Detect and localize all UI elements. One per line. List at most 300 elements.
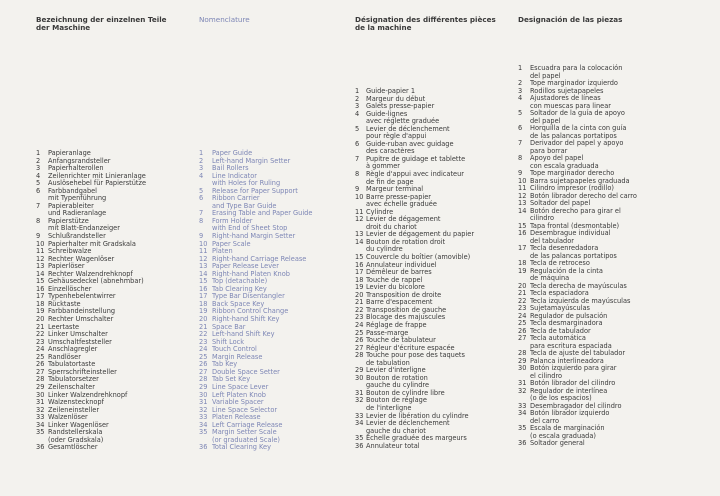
parts-list-german <box>36 150 186 452</box>
item-label: Annulateur individuel <box>366 260 437 269</box>
item-label: Palanca interlineadora <box>530 356 604 365</box>
item-label: Papierhalter mit Gradskala <box>48 239 136 248</box>
list-item <box>355 171 505 186</box>
item-label: Tecla automática para escritura espaciada <box>530 334 612 350</box>
item-label: Zeilenrichter mit Linieranlage <box>48 171 146 180</box>
item-label: Sujetamayúsculas <box>530 304 590 312</box>
item-label: Anfangsrandsteller <box>48 156 111 165</box>
list-item <box>518 110 698 125</box>
item-number: 13 <box>36 262 45 271</box>
item-number: 36 <box>36 443 45 452</box>
item-label: Back Space Key <box>212 299 265 308</box>
item-label: Tabulatortaste <box>48 360 96 369</box>
item-label: Démêleur de barres <box>366 268 432 277</box>
item-label: Transposition de gauche <box>366 305 447 314</box>
item-label: Ribbon Carrier and Type Bar Guide <box>212 194 277 210</box>
list-item <box>199 444 341 452</box>
item-label: Schreibwalze <box>48 247 92 256</box>
list-item <box>518 140 698 155</box>
item-label: Horquilla de la cinta con guía de las palancas portatipos <box>530 124 627 140</box>
item-label: Right-hand Shift Key <box>212 315 280 324</box>
item-label: Levier de dégagement du papier <box>366 230 475 239</box>
item-number: 7 <box>36 201 41 210</box>
list-item <box>518 125 698 140</box>
list-item <box>355 111 505 126</box>
item-number: 35 <box>199 428 208 437</box>
item-number: 29 <box>199 382 208 391</box>
item-label: Form Holder with End of Sheet Stop <box>212 216 288 233</box>
item-label: Umschaltfeststeller <box>48 337 112 346</box>
item-label: Couvercle du boîtier (amovible) <box>366 253 471 262</box>
item-number: 7 <box>355 154 360 163</box>
list-item <box>355 156 505 171</box>
item-label: Règle d'appui avec indicateur de fin de page <box>366 170 464 186</box>
item-number: 10 <box>355 192 364 201</box>
item-label: Rechter Walzendrehknopf <box>48 269 133 278</box>
item-label: Guide-lignes avec réglette graduée <box>366 109 440 126</box>
item-label: Barra sujetapapeles graduada <box>530 176 630 185</box>
item-number: 35 <box>355 434 364 443</box>
item-number: 28 <box>36 375 45 384</box>
item-label: Tab Set Key <box>212 375 251 384</box>
list-item <box>355 375 505 390</box>
list-item <box>518 155 698 170</box>
item-number: 2 <box>199 156 204 165</box>
list-item <box>36 188 186 203</box>
list-item <box>518 410 698 425</box>
item-number: 30 <box>36 390 45 399</box>
item-label: Passe-marge <box>366 328 409 337</box>
list-item <box>36 203 186 218</box>
item-number: 26 <box>36 360 45 369</box>
item-number: 4 <box>36 171 41 180</box>
item-number: 6 <box>36 186 41 195</box>
item-number: 24 <box>36 345 45 354</box>
item-label: Tab Clearing Key <box>212 284 267 293</box>
item-label: Left-hand Margin Setter <box>212 156 291 165</box>
item-label: Ribbon Control Change <box>212 307 289 316</box>
item-label: Tab Key <box>212 360 238 369</box>
item-number: 20 <box>199 315 208 324</box>
item-number: 35 <box>36 428 45 437</box>
item-number: 9 <box>199 232 204 241</box>
item-label: Botón librador izquierdo del carro <box>530 409 610 425</box>
item-number: 11 <box>518 184 527 192</box>
item-label: Tabulatorsetzer <box>48 375 99 384</box>
item-number: 21 <box>36 322 45 331</box>
item-label: Bail Rollers <box>212 164 249 173</box>
parts-list-spanish <box>518 65 698 448</box>
item-label: Soltador de la guía de apoyo del papel <box>530 109 625 125</box>
list-item <box>355 443 505 451</box>
item-number: 7 <box>518 139 523 147</box>
item-number: 3 <box>518 86 523 95</box>
list-item <box>355 239 505 254</box>
item-label: Tecla izquierda de mayúsculas <box>530 296 631 305</box>
item-number: 18 <box>355 275 364 284</box>
item-number: 26 <box>518 326 527 335</box>
item-label: Barre d'espacement <box>366 298 433 307</box>
item-label: Gehäusedeckel (abnehmbar) <box>48 277 144 286</box>
item-number: 23 <box>36 337 45 346</box>
item-number: 6 <box>355 139 360 148</box>
item-number: 23 <box>518 304 527 312</box>
item-label: Top (detachable) <box>212 277 268 286</box>
item-number: 27 <box>199 367 208 376</box>
item-number: 31 <box>355 388 364 397</box>
item-label: Papierlöser <box>48 262 85 271</box>
item-label: Apoyo del papel con escala graduada <box>530 154 599 170</box>
item-number: 30 <box>355 373 364 382</box>
item-number: 1 <box>36 149 41 157</box>
item-number: 25 <box>199 352 208 361</box>
item-number: 20 <box>518 281 527 290</box>
item-number: 22 <box>355 305 364 314</box>
list-item <box>355 216 505 231</box>
item-label: Papierstütze mit Blatt-Endanzeiger <box>48 216 120 233</box>
parts-list-english <box>199 150 341 452</box>
item-label: Tecla de tabulador <box>530 326 591 335</box>
item-label: Paper Guide <box>212 149 253 157</box>
item-label: Régleur d'écriture espacée <box>366 343 455 352</box>
list-item <box>518 268 698 283</box>
item-number: 19 <box>199 307 208 316</box>
list-item <box>518 230 698 245</box>
item-number: 16 <box>355 260 364 269</box>
item-label: Shift Lock <box>212 337 245 346</box>
item-number: 9 <box>518 169 523 177</box>
item-label: Walzenlöser <box>48 413 88 422</box>
item-label: Bouton de cylindre libre <box>366 388 445 397</box>
item-number: 30 <box>199 390 208 399</box>
list-item <box>36 444 186 452</box>
item-label: Margin Release <box>212 352 263 361</box>
item-label: Release for Paper Support <box>212 186 298 195</box>
item-label: Papierhalterollen <box>48 164 104 173</box>
item-number: 11 <box>36 247 45 256</box>
list-item <box>518 425 698 440</box>
item-number: 9 <box>355 185 360 194</box>
item-label: Levier de dégagement droit du chariot <box>366 215 441 231</box>
item-number: 1 <box>518 64 523 72</box>
item-number: 21 <box>518 289 527 297</box>
item-label: Ajustadores de líneas con muescas para linear <box>530 94 611 110</box>
item-number: 11 <box>355 207 364 216</box>
item-number: 34 <box>199 420 208 429</box>
item-number: 18 <box>518 259 527 267</box>
item-label: Galets presse-papier <box>366 102 435 111</box>
column-english <box>199 0 341 496</box>
item-label: Escala de marginación (o escala graduada) <box>530 424 605 440</box>
item-label: Right-hand Carriage Release <box>212 254 307 263</box>
item-number: 27 <box>355 343 364 352</box>
item-number: 33 <box>355 411 364 420</box>
item-label: Cilindro impresor (rodillo) <box>530 184 614 192</box>
item-label: Bouton de rotation gauche du cylindre <box>366 373 430 390</box>
item-number: 7 <box>199 209 204 218</box>
item-number: 12 <box>355 215 364 224</box>
list-item <box>518 65 698 80</box>
item-label: Total Clearing Key <box>212 443 271 452</box>
item-number: 4 <box>518 94 523 102</box>
item-label: Tope marginador derecho <box>530 169 615 177</box>
item-label: Farbbandeinstellung <box>48 307 116 316</box>
header-french: Désignation des différentes pièces de la machine <box>355 15 496 33</box>
item-label: Farbbandgabel mit Typenführung <box>48 186 107 203</box>
item-number: 19 <box>36 307 45 316</box>
item-number: 12 <box>36 254 45 263</box>
item-label: Pupitre de guidage et tablette à gommer <box>366 154 466 171</box>
item-label: Randlöser <box>48 352 81 361</box>
item-number: 25 <box>518 319 527 327</box>
item-number: 25 <box>36 352 45 361</box>
item-label: Guide-papier 1 <box>366 87 416 95</box>
list-item <box>199 173 341 188</box>
list-item <box>518 440 698 448</box>
item-number: 3 <box>199 164 204 173</box>
item-number: 18 <box>36 299 45 308</box>
item-number: 14 <box>355 237 364 246</box>
item-label: Transposition de droite <box>366 290 442 299</box>
header-german: Bezeichnung der einzelnen Teile der Maschine <box>36 15 167 33</box>
item-number: 5 <box>199 186 204 195</box>
item-number: 33 <box>518 401 527 410</box>
item-label: Linker Wagenlöser <box>48 420 109 429</box>
item-label: Desembragador del cilindro <box>530 401 622 410</box>
item-label: Regulador de pulsación <box>530 311 608 320</box>
item-number: 34 <box>518 409 527 417</box>
item-number: 14 <box>36 269 45 278</box>
item-label: Botón librador derecho del carro <box>530 191 637 200</box>
item-label: Levier de déclenchement gauche du chariot <box>366 419 450 435</box>
item-label: Type Bar Disentangler <box>212 292 285 301</box>
item-number: 5 <box>518 109 523 117</box>
item-number: 14 <box>518 206 527 215</box>
item-number: 25 <box>355 328 364 337</box>
item-label: Touch Control <box>212 345 257 354</box>
item-label: Sperrschrifteinsteller <box>48 367 117 376</box>
item-label: Réglage de frappe <box>366 320 427 329</box>
item-label: Left-hand Shift Key <box>212 330 275 339</box>
item-number: 17 <box>355 268 364 277</box>
item-number: 33 <box>36 413 45 422</box>
item-label: Zeilenschalter <box>48 382 95 391</box>
list-item <box>36 218 186 233</box>
item-number: 4 <box>355 109 360 118</box>
item-number: 36 <box>518 439 527 447</box>
item-label: Barre presse-papier avec échelle graduée <box>366 192 437 209</box>
item-label: Margeur du début <box>366 94 426 103</box>
header-spanish: Designación de las piezas <box>518 15 623 24</box>
item-label: Bouton de rotation droit du cylindre <box>366 237 446 254</box>
item-number: 3 <box>355 102 360 111</box>
list-item <box>355 352 505 367</box>
item-label: Touche pour pose des taquets de tabulation <box>366 351 465 367</box>
item-label: Platen <box>212 247 233 256</box>
item-number: 26 <box>355 336 364 345</box>
item-number: 3 <box>36 164 41 173</box>
item-number: 34 <box>36 420 45 429</box>
item-label: Levier d'interligne <box>366 366 426 375</box>
item-label: Annulateur total <box>366 441 420 450</box>
item-number: 15 <box>199 277 208 286</box>
item-number: 32 <box>199 405 208 414</box>
item-number: 2 <box>36 156 41 165</box>
item-number: 11 <box>199 247 208 256</box>
item-label: Tecla derecha de mayúsculas <box>530 281 627 290</box>
item-label: Left Carriage Release <box>212 420 283 429</box>
list-item <box>355 194 505 209</box>
list-item <box>199 429 341 444</box>
item-number: 19 <box>518 266 527 275</box>
item-label: Paper Scale <box>212 239 251 248</box>
item-label: Rechter Umschalter <box>48 315 114 324</box>
item-number: 8 <box>199 216 204 225</box>
item-label: Space Bar <box>212 322 246 331</box>
item-label: Randstellerskala (oder Gradskala) <box>48 428 104 444</box>
item-number: 24 <box>518 311 527 320</box>
item-label: Escuadra para la colocación del papel <box>530 64 623 80</box>
item-label: Rodillos sujetapapeles <box>530 86 604 95</box>
item-label: Derivador del papel y apoyo para borrar <box>530 139 624 155</box>
item-number: 31 <box>199 398 208 407</box>
item-number: 19 <box>355 283 364 292</box>
list-item <box>199 195 341 210</box>
header-english: Nomenclature <box>199 15 250 24</box>
list-item <box>518 388 698 403</box>
item-label: Paper Release Lever <box>212 262 279 271</box>
item-number: 29 <box>36 382 45 391</box>
item-number: 2 <box>518 79 523 87</box>
item-label: Tecla desmarginadora <box>530 319 603 327</box>
item-number: 22 <box>199 330 208 339</box>
item-label: Line Space Lever <box>212 382 269 391</box>
item-label: Gesamtlöscher <box>48 443 98 452</box>
item-number: 36 <box>355 441 364 450</box>
item-label: Tecla espaciadora <box>530 289 589 297</box>
item-label: Line Space Selector <box>212 405 278 414</box>
item-number: 31 <box>518 379 527 387</box>
column-spanish <box>518 0 698 496</box>
item-label: Tope marginador izquierdo <box>530 79 618 87</box>
item-number: 8 <box>36 216 41 225</box>
item-number: 28 <box>355 351 364 360</box>
item-number: 10 <box>518 176 527 185</box>
item-number: 16 <box>518 229 527 237</box>
item-number: 6 <box>199 194 204 203</box>
item-label: Variable Spacer <box>212 398 264 407</box>
list-item <box>518 335 698 350</box>
item-number: 15 <box>518 221 527 230</box>
item-number: 29 <box>355 366 364 375</box>
item-label: Soltador del papel <box>530 199 591 207</box>
list-item <box>355 397 505 412</box>
item-number: 20 <box>36 315 45 324</box>
item-number: 32 <box>355 396 364 405</box>
item-number: 8 <box>355 170 360 179</box>
item-label: Right-hand Platen Knob <box>212 269 290 278</box>
item-number: 6 <box>518 124 523 132</box>
item-number: 24 <box>199 345 208 354</box>
item-label: Anschlagregler <box>48 345 98 354</box>
item-label: Soltador general <box>530 439 585 447</box>
item-label: Typenhebelentwirrer <box>48 292 116 301</box>
item-number: 17 <box>518 244 527 252</box>
item-number: 27 <box>518 334 527 342</box>
item-label: Botón izquierdo para girar el cilindro <box>530 364 617 380</box>
item-label: Regulación de la cinta de máquina <box>530 266 603 282</box>
item-label: Cylindre <box>366 207 394 216</box>
list-item <box>36 429 186 444</box>
item-number: 36 <box>199 443 208 452</box>
item-number: 17 <box>199 292 208 301</box>
item-number: 28 <box>199 375 208 384</box>
parts-list-french <box>355 88 505 450</box>
item-number: 32 <box>36 405 45 414</box>
list-item <box>518 208 698 223</box>
item-number: 12 <box>199 254 208 263</box>
item-number: 22 <box>36 330 45 339</box>
item-label: Papierableiter und Radieranlage <box>48 201 107 218</box>
list-item <box>355 141 505 156</box>
item-number: 13 <box>199 262 208 271</box>
item-number: 29 <box>518 356 527 365</box>
item-number: 27 <box>36 367 45 376</box>
column-french <box>355 0 505 496</box>
item-label: Levier de libération du cylindre <box>366 411 469 420</box>
item-label: Walzenstecknopf <box>48 398 104 407</box>
item-number: 12 <box>518 191 527 200</box>
item-number: 13 <box>518 199 527 207</box>
item-number: 24 <box>355 320 364 329</box>
item-label: Desembrague individual del tabulador <box>530 229 611 245</box>
item-number: 21 <box>355 298 364 307</box>
item-number: 14 <box>199 269 208 278</box>
item-number: 5 <box>355 124 360 133</box>
list-item <box>518 365 698 380</box>
list-item <box>199 218 341 233</box>
item-label: Tecla de ajuste del tabulador <box>530 349 626 357</box>
item-number: 32 <box>518 386 527 395</box>
item-label: Linker Walzendrehknopf <box>48 390 128 399</box>
item-number: 1 <box>355 87 360 95</box>
item-number: 10 <box>36 239 45 248</box>
item-number: 33 <box>199 413 208 422</box>
item-number: 22 <box>518 296 527 305</box>
item-label: Linker Umschalter <box>48 330 108 339</box>
item-number: 1 <box>199 149 204 157</box>
item-label: Papieranlage <box>48 149 91 157</box>
list-item <box>355 126 505 141</box>
item-label: Right-hand Margin Setter <box>212 232 296 241</box>
item-label: Margeur terminal <box>366 185 424 194</box>
list-item <box>518 95 698 110</box>
item-number: 16 <box>199 284 208 293</box>
item-number: 15 <box>36 277 45 286</box>
item-label: Échelle graduée des margeurs <box>366 434 467 443</box>
item-label: Touche de tabulateur <box>366 336 436 345</box>
item-number: 18 <box>199 299 208 308</box>
item-label: Leertaste <box>48 322 80 331</box>
item-label: Schlußrandsteller <box>48 232 106 241</box>
item-label: Rücktaste <box>48 299 81 308</box>
item-label: Erasing Table and Paper Guide <box>212 209 313 218</box>
item-label: Guide-ruban avec guidage des caractères <box>366 139 454 156</box>
item-number: 4 <box>199 171 204 180</box>
item-label: Regulador de interlínea (o de los espacios) <box>530 386 608 402</box>
item-number: 23 <box>355 313 364 322</box>
item-label: Touche de rappel <box>366 275 423 284</box>
